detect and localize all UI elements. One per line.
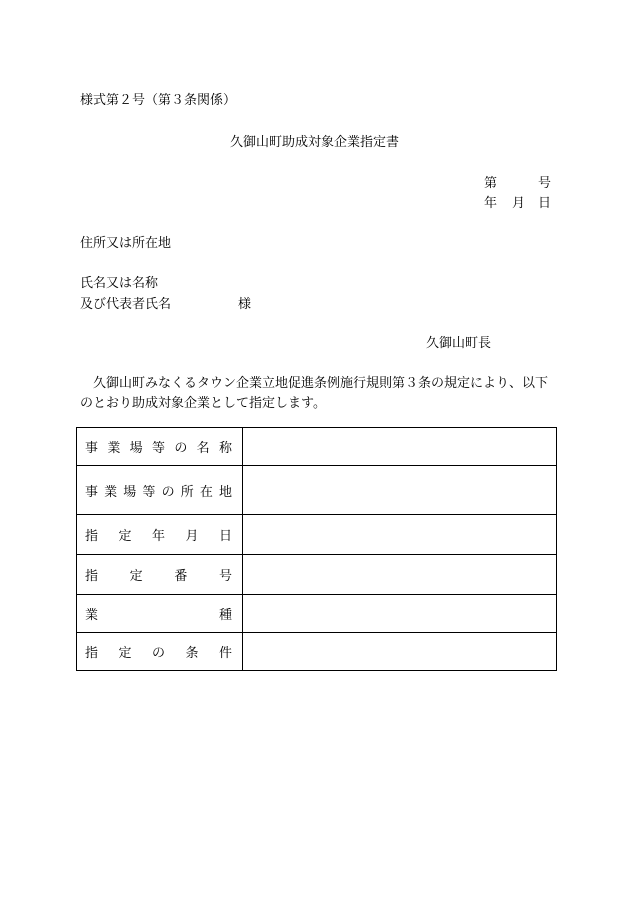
table-value-cell (243, 466, 557, 515)
table-label-cell (77, 428, 243, 466)
row-designation-number (77, 555, 557, 595)
table-label-char: 所 (180, 484, 194, 500)
table-label-char: の (161, 484, 175, 500)
issuer: 久御山町長 (426, 336, 492, 351)
table-label-char: の (174, 441, 188, 456)
table-label-char: 名 (196, 441, 210, 456)
table-label-cell (77, 633, 243, 671)
table-label (85, 565, 232, 584)
table-label-char: 番 (174, 569, 188, 584)
table-label-char: 場 (129, 441, 143, 456)
name-label: 氏名又は名称 (80, 276, 159, 291)
body-text: 久御山町みなくるタウン企業立地促進条例施行規則第３条の規定により、以下のとおり助成対象企業として指定します。 (80, 376, 549, 411)
table-label-char: 種 (218, 608, 232, 623)
table-label-cell (77, 595, 243, 633)
row-industry (77, 595, 557, 633)
table-label-char: 等 (142, 484, 156, 500)
row-conditions (77, 633, 557, 671)
table-label-char: の (151, 646, 165, 661)
date-month-label: 月 (512, 196, 526, 211)
number-suffix: 号 (538, 176, 552, 191)
table-label-char: 定 (118, 529, 132, 544)
table-label-char: 指 (85, 529, 99, 544)
designation-table (76, 427, 557, 671)
form-number: 様式第２号（第３条関係） (80, 93, 237, 108)
table-label (85, 481, 232, 500)
table-label-char: 等 (151, 441, 165, 456)
table-label-char: 指 (85, 646, 99, 661)
table-label-char: 年 (151, 529, 165, 544)
table-label-char: 在 (199, 484, 213, 500)
table-value-cell (243, 595, 557, 633)
table-label-char: 業 (104, 484, 118, 500)
table-label-cell (77, 515, 243, 555)
table-label-char: 業 (85, 608, 99, 623)
table-label-char: 指 (85, 569, 99, 584)
table-label-char: 地 (218, 484, 232, 500)
table-label-cell (77, 466, 243, 515)
table-value-cell (243, 633, 557, 671)
table-label-char: 事 (85, 441, 99, 456)
table-value-cell (243, 428, 557, 466)
row-business-name (77, 428, 557, 466)
table-label-char: 号 (218, 569, 232, 584)
table-label-char: 日 (218, 529, 232, 544)
document-title: 久御山町助成対象企業指定書 (230, 135, 400, 150)
address-label: 住所又は所在地 (80, 236, 172, 251)
table-label-char: 件 (218, 646, 232, 661)
table-value-cell (243, 515, 557, 555)
table-label-char: 場 (123, 484, 137, 500)
table-label-char: 事 (85, 484, 99, 500)
date-day-label: 日 (538, 196, 552, 211)
table-label-char: 業 (107, 441, 121, 456)
table-label-char: 月 (185, 529, 199, 544)
table-label-char: 条 (185, 646, 199, 661)
row-business-location (77, 466, 557, 515)
table-label (85, 437, 232, 456)
honorific: 様 (238, 297, 252, 312)
representative-label: 及び代表者氏名 (80, 297, 172, 312)
row-designation-date (77, 515, 557, 555)
table-value-cell (243, 555, 557, 595)
table-label (85, 604, 232, 623)
table-label (85, 525, 232, 544)
number-prefix: 第 (484, 176, 498, 191)
table-label-char: 定 (118, 646, 132, 661)
table-label-cell (77, 555, 243, 595)
table-label-char: 称 (218, 441, 232, 456)
table-label-char: 定 (129, 569, 143, 584)
table-label (85, 642, 232, 661)
date-year-label: 年 (484, 196, 498, 211)
